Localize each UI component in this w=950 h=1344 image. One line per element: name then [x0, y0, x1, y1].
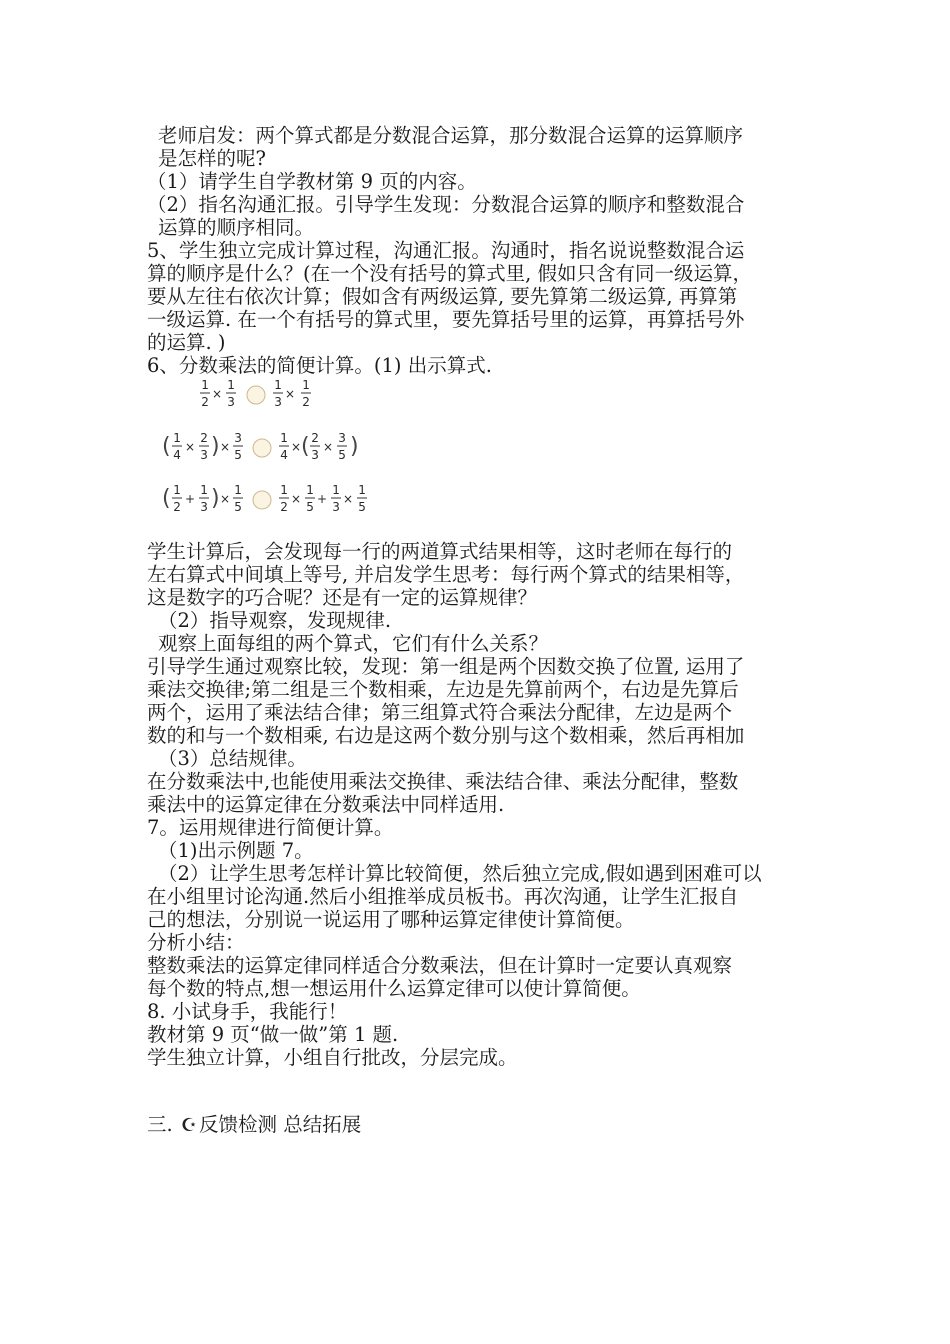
svg-text:3: 3 [200, 448, 208, 462]
svg-text:1: 1 [280, 431, 288, 445]
paragraph-line: （1)出示例题 7。 [158, 839, 314, 862]
fraction [199, 431, 209, 462]
fraction [233, 431, 243, 462]
times-sign: × [323, 440, 334, 454]
paragraph-line: 7。运用规律进行简便计算。 [147, 816, 394, 839]
right-paren: ) [350, 434, 359, 459]
times-sign: × [185, 440, 196, 454]
paragraph-line: 要从左往右依次计算；假如含有两级运算, 要先算第二级运算, 再算第 [147, 285, 738, 308]
svg-text:3: 3 [234, 431, 242, 445]
svg-text:4: 4 [173, 448, 181, 462]
plus-sign: + [185, 492, 196, 506]
paragraph-line: 的运算. ) [147, 331, 226, 354]
paragraph-line: 每个数的特点,想一想运用什么运算定律可以使计算简便。 [147, 977, 641, 1000]
paragraph-line: 学生计算后，会发现每一行的两道算式结果相等，这时老师在每行的 [147, 540, 733, 563]
paragraph-line: 引导学生通过观察比较，发现：第一组是两个因数交换了位置, 运用了 [147, 655, 745, 678]
compare-circle[interactable] [253, 491, 271, 509]
paragraph-line: 分析小结： [147, 931, 245, 954]
svg-text:1: 1 [274, 378, 282, 392]
svg-text:1: 1 [227, 378, 235, 392]
paragraph-line: （2）让学生思考怎样计算比较简便，然后独立完成,假如遇到困难可以 [158, 862, 762, 885]
svg-text:3: 3 [338, 431, 346, 445]
svg-text:1: 1 [332, 483, 340, 497]
svg-text:3: 3 [332, 500, 340, 514]
fraction [279, 483, 289, 514]
right-paren: ) [211, 434, 220, 459]
svg-text:1: 1 [280, 483, 288, 497]
svg-text:1: 1 [173, 483, 181, 497]
svg-text:1: 1 [358, 483, 366, 497]
paragraph-line: 观察上面每组的两个算式，它们有什么关系？ [158, 632, 549, 655]
compare-circle[interactable] [247, 386, 265, 404]
times-sign: × [343, 492, 354, 506]
svg-text:3: 3 [311, 448, 319, 462]
times-sign: × [291, 440, 302, 454]
paragraph-line: 乘法交换律;第二组是三个数相乘，左边是先算前两个，右边是先算后 [147, 678, 739, 701]
svg-text:2: 2 [201, 395, 209, 409]
fraction [200, 378, 210, 409]
right-paren: ) [211, 486, 220, 511]
svg-text:3: 3 [227, 395, 235, 409]
expression-row-1 [200, 378, 311, 409]
paragraph-line: 8. 小试身手，我能行！ [147, 1000, 348, 1023]
fraction [273, 378, 283, 409]
times-sign: × [291, 492, 302, 506]
paragraph-line: 整数乘法的运算定律同样适合分数乘法，但在计算时一定要认真观察 [147, 954, 733, 977]
paragraph-line: 5、学生独立完成计算过程，沟通汇报。沟通时，指名说说整数混合运 [147, 239, 745, 262]
compare-circle[interactable] [253, 439, 271, 457]
paragraph-line: 一级运算. 在一个有括号的算式里，要先算括号里的运算，再算括号外 [147, 308, 745, 331]
paragraph-line: 左右算式中间填上等号, 并启发学生思考：每行两个算式的结果相等， [147, 563, 745, 586]
svg-text:5: 5 [358, 500, 366, 514]
fraction [337, 431, 347, 462]
fraction [305, 483, 315, 514]
times-sign: × [220, 440, 231, 454]
paragraph-line: 在分数乘法中,也能使用乘法交换律、乘法结合律、乘法分配律，整数 [147, 770, 739, 793]
section-title: 反馈检测 总结拓展 [199, 1113, 362, 1136]
fraction [226, 378, 236, 409]
svg-text:2: 2 [311, 431, 319, 445]
paragraph-line: 数的和与一个数相乘, 右边是这两个数分别与这个数相乘，然后再相加 [147, 724, 745, 747]
left-paren: ( [301, 434, 310, 459]
svg-text:2: 2 [200, 431, 208, 445]
times-sign: × [220, 492, 231, 506]
svg-text:5: 5 [234, 448, 242, 462]
paragraph-line: 两个，运用了乘法结合律；第三组算式符合乘法分配律，左边是两个 [147, 701, 733, 724]
fraction [301, 378, 311, 409]
paragraph-line: 己的想法，分别说一说运用了哪种运算定律使计算简便。 [147, 908, 635, 931]
svg-text:1: 1 [200, 483, 208, 497]
fraction [172, 483, 182, 514]
paragraph-line: （1）请学生自学教材第 9 页的内容。 [147, 170, 477, 193]
left-paren: ( [162, 434, 171, 459]
svg-text:1: 1 [302, 378, 310, 392]
left-paren: ( [162, 486, 171, 511]
fraction [279, 431, 289, 462]
paragraph-line: 运算的顺序相同。 [158, 216, 315, 239]
crescent-moon-icon: ☪ [180, 1115, 198, 1136]
svg-text:1: 1 [201, 378, 209, 392]
svg-text:3: 3 [274, 395, 282, 409]
fraction [199, 483, 209, 514]
svg-text:5: 5 [306, 500, 314, 514]
svg-text:1: 1 [306, 483, 314, 497]
times-sign: × [285, 387, 296, 401]
svg-text:2: 2 [280, 500, 288, 514]
plus-sign: + [317, 492, 328, 506]
svg-text:4: 4 [280, 448, 288, 462]
fraction-expressions-svg [160, 375, 420, 535]
svg-text:1: 1 [173, 431, 181, 445]
fraction [357, 483, 367, 514]
paragraph-line: 乘法中的运算定律在分数乘法中同样适用. [147, 793, 505, 816]
paragraph-line: 老师启发：两个算式都是分数混合运算，那分数混合运算的运算顺序 [158, 124, 744, 147]
svg-text:2: 2 [302, 395, 310, 409]
fraction [233, 483, 243, 514]
paragraph-line: 教材第 9 页“做一做”第 1 题. [147, 1023, 399, 1046]
svg-text:1: 1 [234, 483, 242, 497]
paragraph-line: （3）总结规律。 [158, 747, 307, 770]
fraction [310, 431, 320, 462]
paragraph-line: 是怎样的呢? [158, 147, 266, 170]
paragraph-line: 学生独立计算，小组自行批改，分层完成。 [147, 1046, 518, 1069]
svg-text:5: 5 [234, 500, 242, 514]
svg-text:3: 3 [200, 500, 208, 514]
paragraph-line: 在小组里讨论沟通.然后小组推举成员板书。再次沟通，让学生汇报自 [147, 885, 739, 908]
expression-row-2 [162, 431, 359, 462]
times-sign: × [212, 387, 223, 401]
paragraph-line: 6、分数乘法的简便计算。(1) 出示算式. [147, 354, 492, 377]
svg-text:2: 2 [173, 500, 181, 514]
paragraph-line: （2）指导观察，发现规律. [158, 609, 392, 632]
paragraph-line: （2）指名沟通汇报。引导学生发现：分数混合运算的顺序和整数混合 [147, 193, 745, 216]
expression-row-3 [162, 483, 367, 514]
section-heading [147, 1113, 837, 1137]
paragraph-line: 算的顺序是什么？(在一个没有括号的算式里, 假如只含有同一级运算， [147, 262, 753, 285]
fraction [331, 483, 341, 514]
fraction-expressions-figure [160, 375, 420, 535]
paragraph-line: 这是数字的巧合呢？还是有一定的运算规律？ [147, 586, 538, 609]
svg-text:5: 5 [338, 448, 346, 462]
fraction [172, 431, 182, 462]
section-number: 三. [147, 1113, 173, 1136]
